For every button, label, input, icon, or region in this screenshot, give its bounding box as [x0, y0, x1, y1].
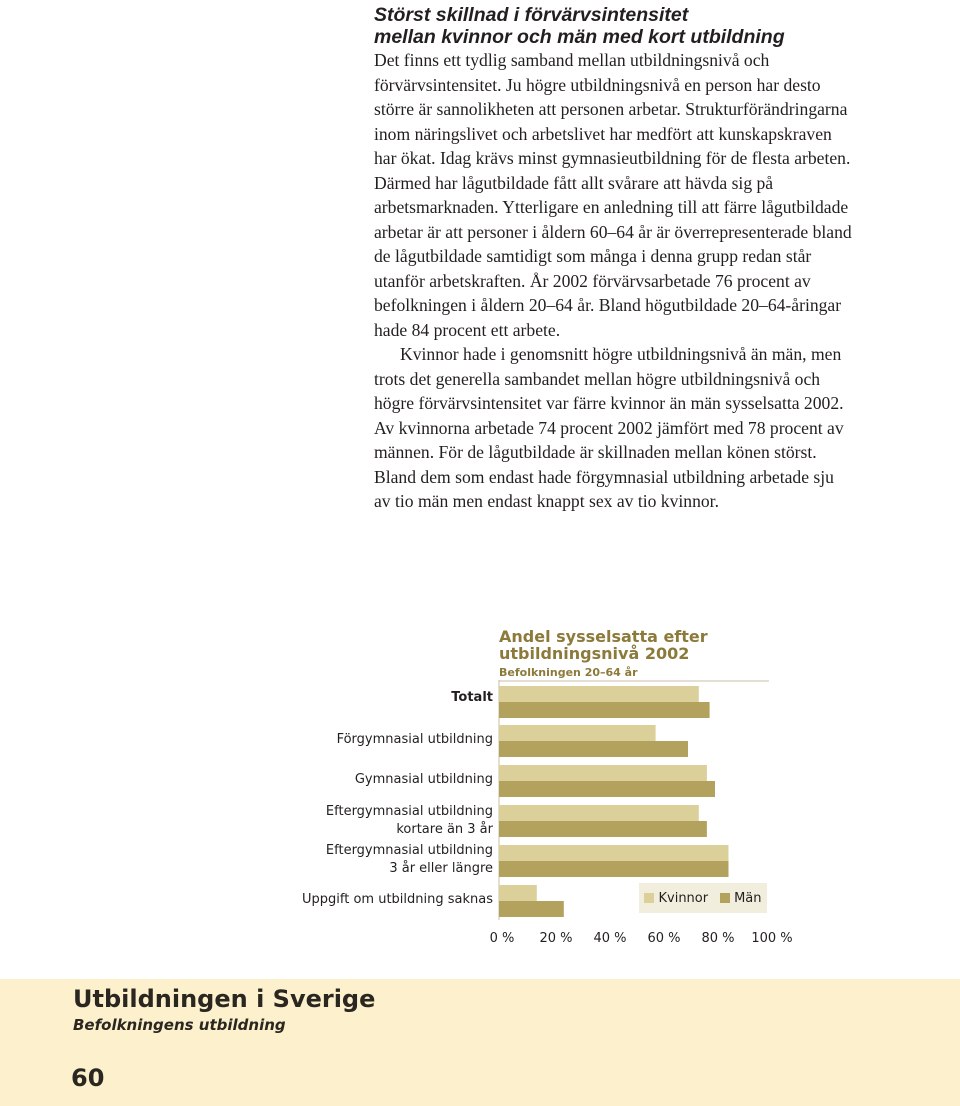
bar-man-1: [499, 741, 688, 757]
category-label-1-line-0: Förgymnasial utbildning: [336, 732, 493, 747]
footer-subtitle: Befolkningens utbildning: [73, 1016, 286, 1034]
x-tick-label-1: 20 %: [539, 931, 573, 946]
x-tick-label-4: 80 %: [701, 931, 735, 946]
legend-item-kvinnor: [644, 891, 708, 906]
bar-man-4: [499, 861, 729, 877]
legend-label-man: Män: [734, 890, 762, 906]
article-heading-line-2: mellan kvinnor och män med kort utbildning: [374, 26, 785, 48]
bar-man-0: [499, 702, 710, 718]
legend-item-man: [720, 891, 761, 906]
bar-kvinnor-0: [499, 686, 699, 702]
category-label-2-line-0: Gymnasial utbildning: [354, 772, 493, 787]
bar-kvinnor-1: [499, 725, 656, 741]
chart-subtitle: Befolkningen 20–64 år: [499, 666, 638, 679]
legend-swatch-man: [720, 893, 730, 903]
category-label-3-line-1: kortare än 3 år: [396, 822, 493, 837]
bar-kvinnor-4: [499, 845, 729, 861]
x-tick-label-0: 0 %: [489, 931, 515, 946]
category-label-4-line-0: Eftergymnasial utbildning: [325, 843, 493, 858]
bar-man-2: [499, 781, 715, 797]
page-number: 60: [71, 1064, 105, 1092]
bar-kvinnor-3: [499, 805, 699, 821]
chart-legend: [639, 883, 767, 913]
bar-man-3: [499, 821, 707, 837]
category-label-5-line-0: Uppgift om utbildning saknas: [302, 892, 493, 907]
footer-title: Utbildningen i Sverige: [73, 985, 376, 1013]
x-tick-label-3: 60 %: [647, 931, 681, 946]
chart-title-line-2: utbildningsnivå 2002: [499, 644, 690, 663]
category-label-3-line-0: Eftergymnasial utbildning: [325, 804, 493, 819]
article-paragraph-2: Kvinnor hade i genomsnitt högre utbildningsnivå än män, men trots det generella sambandet mellan högre utbildningsnivå och högre förvärvsintensitet var färre kvinnor än män sysselsatta 2002. Av kvinnorna arbetade 74 procent 2002 jämfört med 78 procent av männen. För de lågutbildade är skillnaden mellan könen störst. Bland dem som endast hade förgymnasial utbildning arbetade sju av tio män men endast knappt sex av tio kvinnor.: [374, 344, 844, 511]
article-paragraph-1: Det finns ett tydlig samband mellan utbildningsnivå och förvärvsintensitet. Ju högre utbildningsnivå en person har desto större är sannolikheten att personen arbetar. Strukturförändringarna inom näringslivet och arbetslivet har medfört att kunskapskraven har ökat. Idag krävs minst gymnasieutbildning för de flesta arbeten. Därmed har lågutbildade fått allt svårare att hävda sig på arbetsmarknaden. Ytterligare en anledning till att färre lågutbildade arbetar är att personer i åldern 60–64 år är överrepresenterade bland de lågutbildade samtidigt som många i denna grupp redan står utanför arbetskraften. År 2002 förvärvsarbetade 76 procent av befolkningen i åldern 20–64 år. Bland högutbildade 20–64-åringar hade 84 procent ett arbete.: [374, 50, 852, 340]
legend-label-kvinnor: Kvinnor: [658, 890, 709, 906]
category-label-4-line-1: 3 år eller längre: [389, 861, 493, 876]
category-label-0-line-0: Totalt: [451, 690, 493, 705]
x-tick-label-2: 40 %: [593, 931, 627, 946]
chart-title-line-1: Andel sysselsatta efter: [499, 627, 708, 646]
bar-kvinnor-2: [499, 765, 707, 781]
legend-swatch-kvinnor: [644, 893, 654, 903]
article-heading-line-1: Störst skillnad i förvärvsintensitet: [374, 4, 689, 26]
bar-kvinnor-5: [499, 885, 537, 901]
bar-man-5: [499, 901, 564, 917]
x-tick-label-5: 100 %: [751, 931, 793, 946]
